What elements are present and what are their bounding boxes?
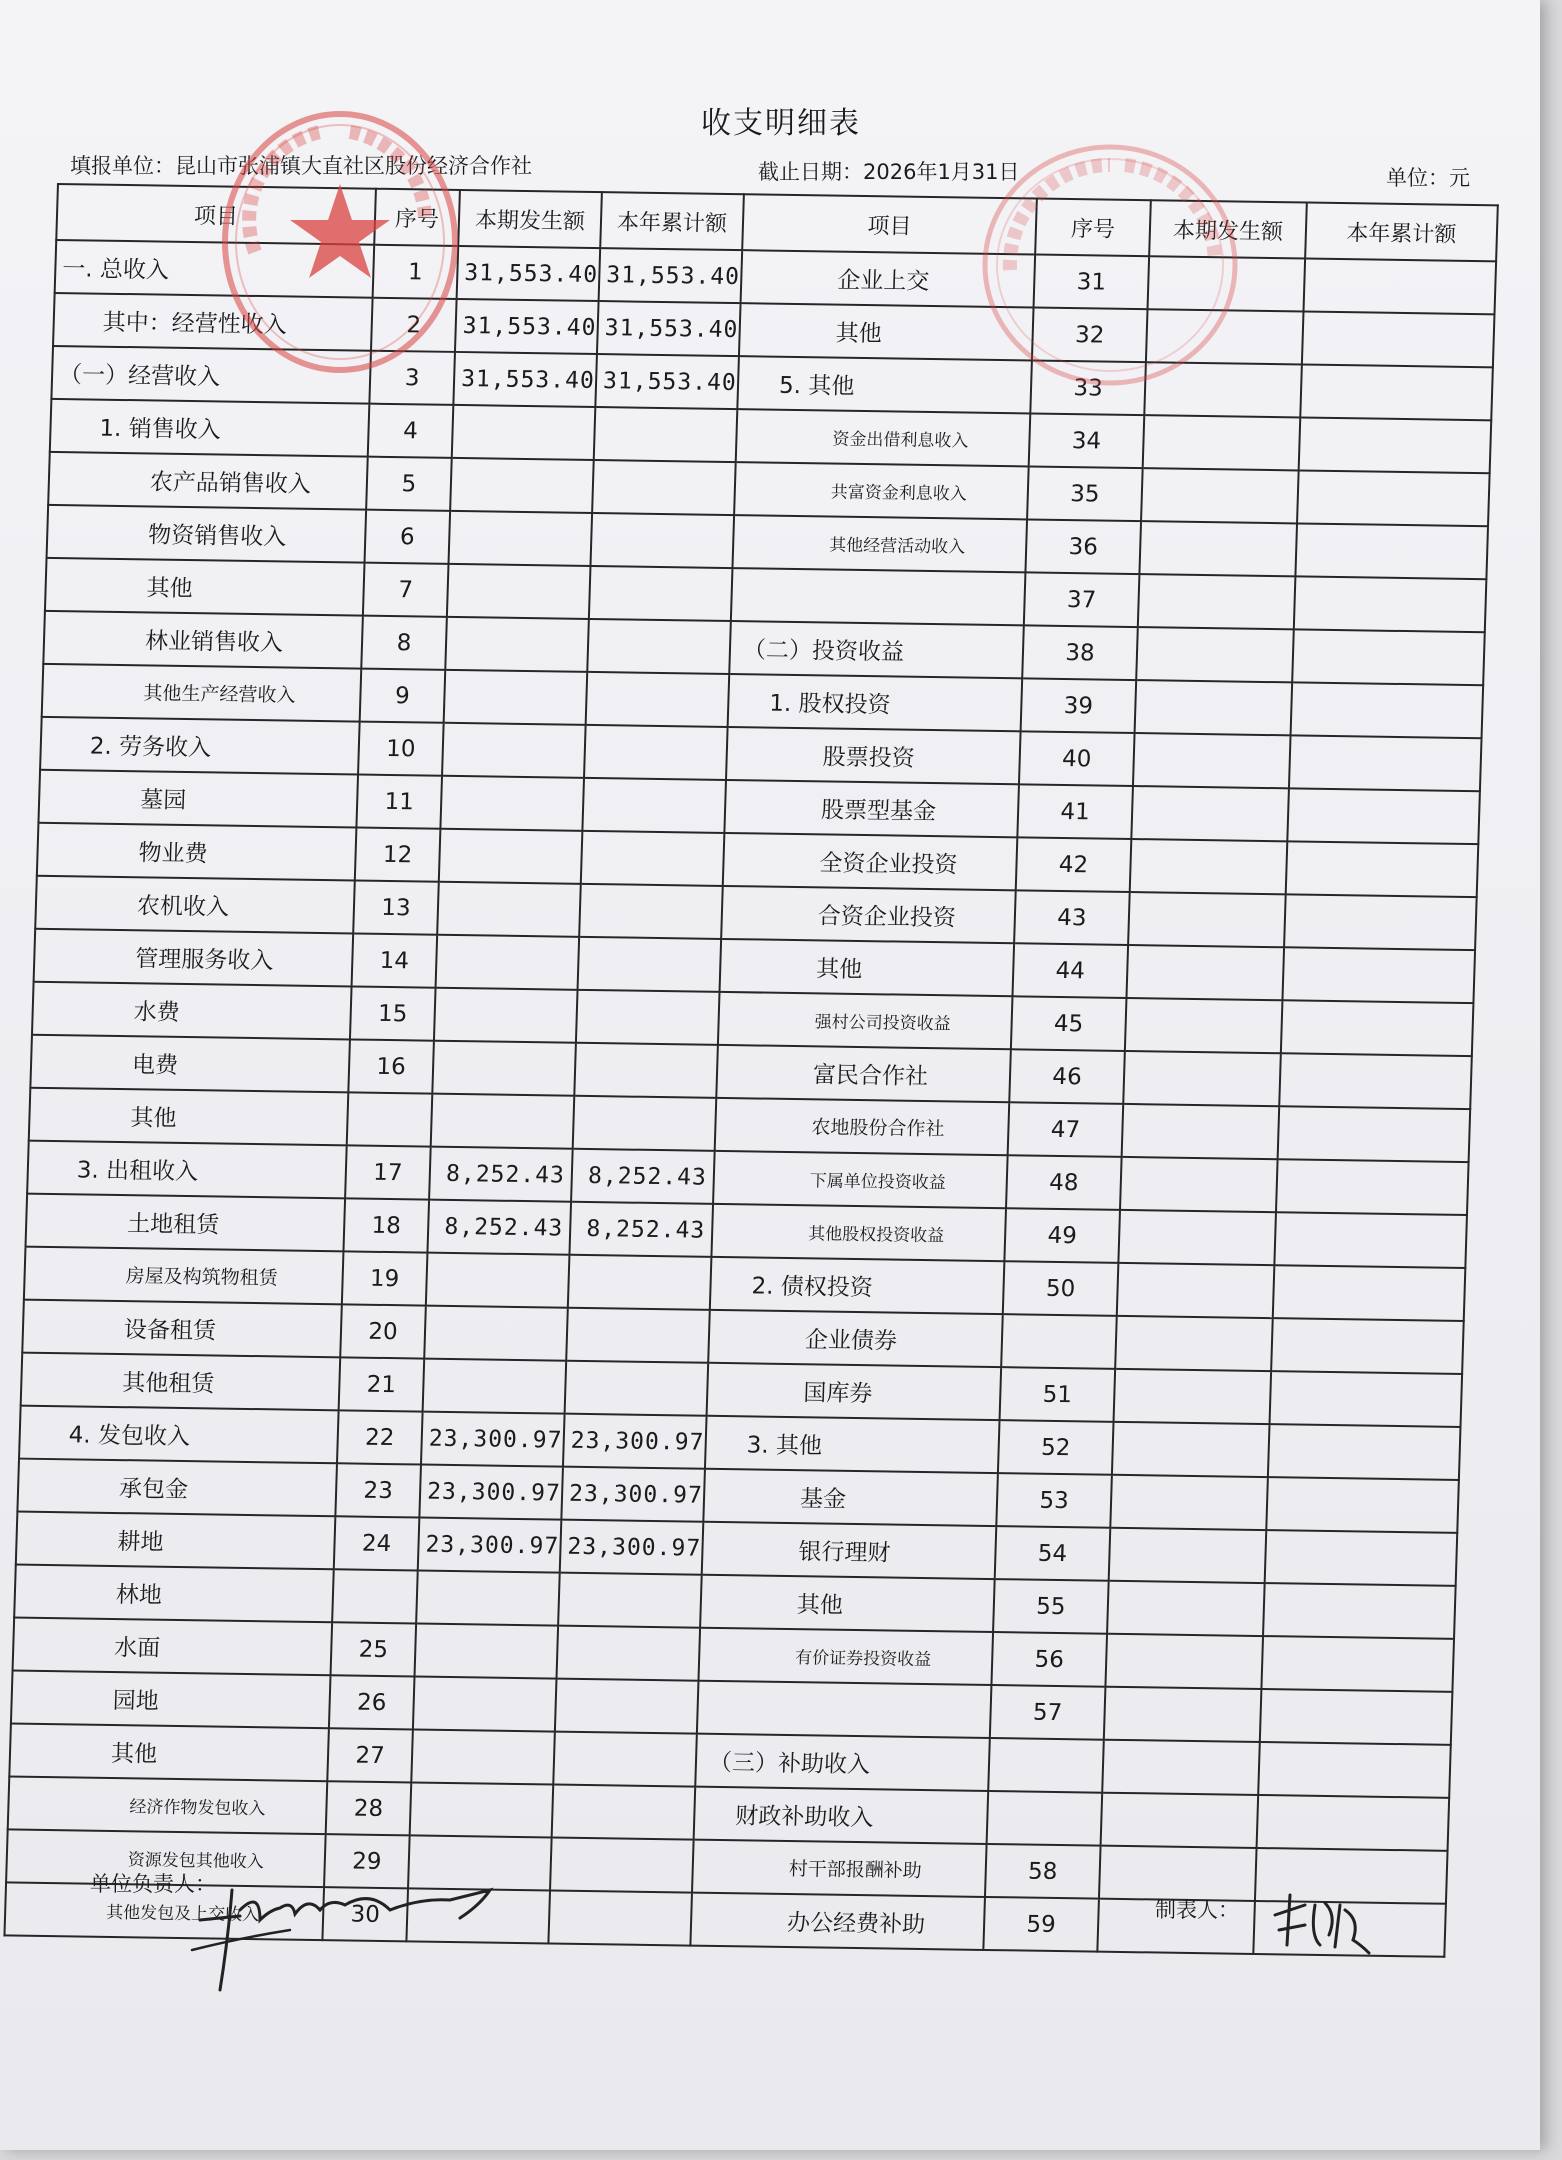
left-no-cell: 10 (358, 722, 444, 776)
left-no-cell: 18 (343, 1198, 429, 1252)
right-item-cell: 富民合作社 (716, 1045, 1011, 1102)
left-no-cell: 3 (369, 351, 455, 405)
left-current-cell (432, 1041, 576, 1096)
right-no-cell: 44 (1012, 943, 1128, 998)
left-current-cell (445, 617, 589, 672)
left-item-cell: 其他 (29, 1088, 349, 1146)
left-ytd-cell (550, 1838, 694, 1893)
right-current-cell (1126, 945, 1284, 1000)
right-item-cell (731, 568, 1026, 625)
right-no-cell (988, 1738, 1104, 1793)
right-current-cell (1114, 1369, 1272, 1424)
cutoff-date: 截止日期：2026年1月31日 (758, 160, 1020, 184)
left-ytd-cell: 8,252.43 (571, 1149, 715, 1204)
right-no-cell: 41 (1017, 784, 1133, 839)
right-current-cell (1123, 1051, 1281, 1106)
left-item-cell: 其他 (45, 558, 365, 616)
left-no-cell: 4 (368, 404, 454, 458)
right-ytd-cell (1276, 1159, 1469, 1215)
left-no-cell: 20 (340, 1304, 426, 1358)
left-current-cell (410, 1782, 554, 1837)
right-item-cell: 1. 股权投资 (728, 674, 1023, 731)
left-current-cell (424, 1306, 568, 1361)
left-item-cell: 其他生产经营收入 (42, 664, 362, 722)
left-current-cell: 23,300.97 (418, 1518, 562, 1573)
right-item-cell (697, 1681, 992, 1738)
right-no-cell: 45 (1011, 996, 1127, 1051)
right-no-cell: 52 (998, 1420, 1114, 1475)
right-item-cell: （三）补助收入 (695, 1734, 990, 1791)
left-current-cell (447, 564, 591, 619)
right-item-cell: 其他 (700, 1575, 995, 1632)
left-ytd-cell (578, 937, 722, 992)
right-no-cell (987, 1791, 1103, 1846)
right-ytd-cell (1260, 1689, 1453, 1745)
right-ytd-cell (1279, 1053, 1472, 1109)
left-current-cell (408, 1835, 552, 1890)
left-ytd-cell (565, 1361, 709, 1416)
right-item-cell: 3. 其他 (705, 1416, 1000, 1473)
left-no-cell: 9 (360, 669, 446, 723)
header-current-left: 本期发生额 (458, 190, 602, 248)
left-ytd-cell (558, 1573, 702, 1628)
right-ytd-cell (1268, 1424, 1461, 1480)
right-current-cell (1148, 256, 1306, 311)
right-item-cell: 其他经营活动收入 (732, 515, 1027, 572)
right-ytd-cell (1281, 1000, 1474, 1056)
right-no-cell: 48 (1006, 1155, 1122, 1210)
left-current-cell (415, 1623, 559, 1678)
right-ytd-cell (1263, 1583, 1456, 1639)
left-no-cell: 23 (335, 1463, 421, 1517)
left-no-cell: 29 (324, 1834, 410, 1888)
left-no-cell: 1 (373, 245, 459, 299)
left-ytd-cell (555, 1679, 699, 1734)
right-no-cell: 51 (1000, 1367, 1116, 1422)
left-item-cell: 其中：经营性收入 (53, 293, 373, 351)
right-ytd-cell (1287, 788, 1480, 844)
left-item-cell: 经济作物发包收入 (8, 1776, 328, 1834)
left-no-cell: 11 (356, 775, 442, 829)
left-current-cell (444, 670, 588, 725)
right-ytd-cell (1295, 523, 1488, 579)
right-no-cell: 33 (1030, 360, 1146, 415)
right-ytd-cell (1291, 682, 1484, 738)
left-current-cell (434, 988, 578, 1043)
right-ytd-cell (1273, 1265, 1466, 1321)
left-current-cell: 23,300.97 (419, 1465, 563, 1520)
right-item-cell: 下属单位投资收益 (713, 1151, 1008, 1208)
right-current-cell (1128, 892, 1286, 947)
right-current-cell (1141, 468, 1299, 523)
left-ytd-cell (568, 1255, 712, 1310)
right-item-cell: 农地股份合作社 (715, 1098, 1010, 1155)
right-ytd-cell (1261, 1636, 1454, 1692)
right-ytd-cell (1257, 1795, 1450, 1851)
left-ytd-cell: 23,300.97 (560, 1520, 704, 1575)
left-item-cell: 物业费 (37, 823, 357, 881)
left-ytd-cell (586, 672, 730, 727)
left-ytd-cell: 31,553.40 (597, 301, 741, 356)
right-current-cell (1117, 1263, 1275, 1318)
left-item-cell: 物资销售收入 (47, 505, 367, 563)
left-ytd-cell: 23,300.97 (563, 1414, 707, 1469)
right-current-cell (1118, 1210, 1276, 1265)
left-item-cell: 农机收入 (35, 876, 355, 934)
right-ytd-cell (1265, 1530, 1458, 1586)
left-item-cell: 土地租赁 (26, 1194, 346, 1252)
right-current-cell (1112, 1422, 1270, 1477)
left-current-cell: 8,252.43 (427, 1200, 571, 1255)
right-no-cell: 53 (996, 1473, 1112, 1528)
right-item-cell: 强村公司投资收益 (718, 992, 1013, 1049)
left-item-cell: 其他发包及上交收入 (4, 1882, 324, 1940)
right-ytd-cell (1304, 259, 1497, 315)
left-ytd-cell: 31,553.40 (599, 248, 743, 303)
right-item-cell: （二）投资收益 (729, 621, 1024, 678)
right-current-cell (1120, 1157, 1278, 1212)
left-item-cell: 农产品销售收入 (48, 452, 368, 510)
left-no-cell: 7 (363, 563, 449, 617)
left-current-cell (406, 1888, 550, 1943)
right-ytd-cell (1297, 470, 1490, 526)
right-ytd-cell (1266, 1477, 1459, 1533)
left-item-cell: 4. 发包收入 (19, 1406, 339, 1464)
right-ytd-cell (1294, 576, 1487, 632)
left-current-cell (426, 1253, 570, 1308)
right-no-cell: 56 (991, 1632, 1107, 1687)
left-ytd-cell (553, 1732, 697, 1787)
right-current-cell (1146, 309, 1304, 364)
right-no-cell: 38 (1022, 625, 1138, 680)
left-item-cell: 设备租赁 (22, 1300, 342, 1358)
right-no-cell: 57 (990, 1685, 1106, 1740)
left-ytd-cell: 23,300.97 (561, 1467, 705, 1522)
currency-unit: 单位：元 (1386, 166, 1470, 190)
right-no-cell: 58 (985, 1844, 1101, 1899)
left-item-cell: 园地 (11, 1671, 331, 1729)
right-item-cell: 有价证券投资收益 (698, 1628, 993, 1685)
left-item-cell: 一. 总收入 (55, 240, 375, 298)
left-item-cell: 其他 (9, 1723, 329, 1781)
right-no-cell: 34 (1029, 413, 1145, 468)
right-no-cell: 35 (1027, 466, 1143, 521)
reporting-unit: 填报单位：昆山市张浦镇大直社区股份经济合作社 (70, 154, 532, 178)
left-item-cell: 水面 (13, 1618, 333, 1676)
left-current-cell: 31,553.40 (453, 352, 597, 407)
left-current-cell: 31,553.40 (457, 246, 601, 301)
right-no-cell (1001, 1314, 1117, 1369)
right-item-cell: 银行理财 (702, 1522, 997, 1579)
left-no-cell: 21 (339, 1357, 425, 1411)
left-ytd-cell (594, 407, 738, 462)
header-no-right: 序号 (1035, 199, 1151, 257)
right-no-cell: 39 (1021, 678, 1137, 733)
left-ytd-cell (566, 1308, 710, 1363)
left-ytd-cell (582, 778, 726, 833)
right-no-cell: 31 (1034, 255, 1150, 310)
left-current-cell (437, 882, 581, 937)
right-current-cell (1105, 1634, 1263, 1689)
right-no-cell: 43 (1014, 890, 1130, 945)
left-no-cell: 26 (329, 1675, 415, 1729)
right-current-cell (1104, 1687, 1262, 1742)
right-current-cell (1122, 1104, 1280, 1159)
right-item-cell: 共富资金利息收入 (734, 462, 1029, 519)
right-no-cell: 40 (1019, 731, 1135, 786)
right-item-cell: 股票投资 (726, 727, 1021, 784)
right-ytd-cell (1271, 1318, 1464, 1374)
right-current-cell (1131, 786, 1289, 841)
left-no-cell: 22 (337, 1410, 423, 1464)
left-item-cell: 2. 劳务收入 (40, 717, 360, 775)
left-ytd-cell: 31,553.40 (595, 354, 739, 409)
header-ytd-right: 本年累计额 (1305, 203, 1498, 262)
left-ytd-cell (587, 619, 731, 674)
right-no-cell: 37 (1024, 572, 1140, 627)
left-no-cell: 24 (334, 1516, 420, 1570)
right-item-cell: 2. 债权投资 (710, 1257, 1005, 1314)
left-no-cell: 12 (355, 828, 441, 882)
left-current-cell: 31,553.40 (455, 299, 599, 354)
left-current-cell (416, 1571, 560, 1626)
left-ytd-cell (579, 884, 723, 939)
ledger-table (3, 183, 1498, 1958)
right-item-cell: 企业债券 (708, 1310, 1003, 1367)
right-ytd-cell (1292, 629, 1485, 685)
right-no-cell: 54 (995, 1526, 1111, 1581)
left-current-cell (423, 1359, 567, 1414)
right-no-cell: 59 (983, 1897, 1099, 1952)
right-ytd-cell (1274, 1212, 1467, 1268)
left-current-cell (449, 511, 593, 566)
right-current-cell (1102, 1740, 1260, 1795)
left-no-cell: 27 (327, 1728, 413, 1782)
left-current-cell (411, 1729, 555, 1784)
left-current-cell (450, 458, 594, 513)
right-item-cell: 企业上交 (741, 250, 1036, 307)
header-item-left: 项目 (56, 184, 376, 245)
right-ytd-cell (1253, 1901, 1446, 1957)
left-no-cell: 17 (345, 1145, 431, 1199)
right-current-cell (1099, 1846, 1257, 1901)
right-current-cell (1101, 1793, 1259, 1848)
right-item-cell: 全资企业投资 (723, 833, 1018, 890)
left-item-cell: 3. 出租收入 (27, 1141, 347, 1199)
right-item-cell: 基金 (703, 1469, 998, 1526)
left-item-cell: 林地 (14, 1565, 334, 1623)
right-no-cell: 32 (1032, 308, 1148, 363)
left-ytd-cell (584, 725, 728, 780)
ledger-body (4, 240, 1496, 1957)
right-ytd-cell (1270, 1371, 1463, 1427)
left-item-cell: 房屋及构筑物租赁 (24, 1247, 344, 1305)
left-current-cell (442, 723, 586, 778)
right-current-cell (1110, 1475, 1268, 1530)
left-ytd-cell (576, 990, 720, 1045)
right-current-cell (1138, 574, 1296, 629)
right-current-cell (1125, 998, 1283, 1053)
right-ytd-cell (1284, 894, 1477, 950)
right-item-cell: 国库券 (707, 1363, 1002, 1420)
header-item-right: 项目 (742, 194, 1037, 254)
right-ytd-cell (1278, 1106, 1471, 1162)
left-ytd-cell (556, 1626, 700, 1681)
right-ytd-cell (1289, 735, 1482, 791)
left-ytd-cell: 8,252.43 (569, 1202, 713, 1257)
left-no-cell: 19 (342, 1251, 428, 1305)
left-current-cell (452, 405, 596, 460)
left-no-cell: 14 (352, 933, 438, 987)
left-no-cell: 16 (348, 1039, 434, 1093)
right-no-cell: 46 (1009, 1049, 1125, 1104)
right-item-cell: 村干部报酬补助 (692, 1840, 987, 1897)
right-no-cell: 50 (1003, 1261, 1119, 1316)
left-ytd-cell (548, 1891, 692, 1946)
right-current-cell (1130, 839, 1288, 894)
right-current-cell (1107, 1581, 1265, 1636)
left-item-cell: 管理服务收入 (34, 929, 354, 987)
right-current-cell (1143, 415, 1301, 470)
right-item-cell: 办公经费补助 (690, 1893, 985, 1950)
left-item-cell: （一）经营收入 (51, 346, 371, 404)
left-item-cell: 水费 (32, 982, 352, 1040)
left-item-cell: 电费 (30, 1035, 350, 1093)
right-current-cell (1109, 1528, 1267, 1583)
right-no-cell: 47 (1008, 1102, 1124, 1157)
left-ytd-cell (592, 460, 736, 515)
left-current-cell (440, 776, 584, 831)
left-no-cell: 6 (365, 510, 451, 564)
header-current-right: 本期发生额 (1149, 200, 1307, 258)
left-item-cell: 承包金 (17, 1459, 337, 1517)
right-item-cell: 5. 其他 (737, 356, 1032, 413)
header-ytd-left: 本年累计额 (600, 192, 744, 250)
right-ytd-cell (1258, 1742, 1451, 1798)
left-ytd-cell (573, 1096, 717, 1151)
right-ytd-cell (1282, 947, 1475, 1003)
right-no-cell: 49 (1004, 1208, 1120, 1263)
right-no-cell: 55 (993, 1579, 1109, 1634)
right-ytd-cell (1255, 1848, 1448, 1904)
left-no-cell: 5 (366, 457, 452, 511)
left-item-cell: 墓园 (38, 770, 358, 828)
left-item-cell: 耕地 (16, 1512, 336, 1570)
left-no-cell: 15 (350, 986, 436, 1040)
left-no-cell (332, 1569, 418, 1623)
left-ytd-cell (589, 566, 733, 621)
right-current-cell (1115, 1316, 1273, 1371)
left-ytd-cell (552, 1785, 696, 1840)
preparer-label: 制表人： (1155, 1898, 1239, 1922)
right-current-cell (1136, 627, 1294, 682)
left-no-cell: 25 (331, 1622, 417, 1676)
document-title: 收支明细表 (701, 106, 861, 141)
right-item-cell: 财政补助收入 (694, 1787, 989, 1844)
right-ytd-cell (1299, 417, 1492, 473)
left-ytd-cell (574, 1043, 718, 1098)
right-no-cell: 42 (1016, 837, 1132, 892)
right-no-cell: 36 (1025, 519, 1141, 574)
left-item-cell: 1. 销售收入 (50, 399, 370, 457)
right-item-cell: 合资企业投资 (721, 886, 1016, 943)
left-no-cell: 2 (371, 298, 457, 352)
right-item-cell: 资金出借利息收入 (736, 409, 1031, 466)
right-ytd-cell (1286, 841, 1479, 897)
left-no-cell: 8 (361, 616, 447, 670)
left-ytd-cell (581, 831, 725, 886)
left-current-cell (436, 935, 580, 990)
left-ytd-cell (590, 513, 734, 568)
left-no-cell: 30 (322, 1887, 408, 1941)
right-current-cell (1135, 680, 1293, 735)
leader-label: 单位负责人： (90, 1872, 216, 1896)
left-current-cell (439, 829, 583, 884)
right-current-cell (1144, 362, 1302, 417)
right-item-cell: 其他股权投资收益 (711, 1204, 1006, 1261)
right-item-cell: 其他 (720, 939, 1015, 996)
left-current-cell: 8,252.43 (429, 1147, 573, 1202)
left-current-cell (413, 1676, 557, 1731)
right-ytd-cell (1302, 312, 1495, 368)
left-current-cell (431, 1094, 575, 1149)
left-item-cell: 资源发包其他收入 (6, 1829, 326, 1887)
left-no-cell (347, 1092, 433, 1146)
left-no-cell: 13 (353, 880, 439, 934)
right-ytd-cell (1300, 364, 1493, 420)
left-current-cell: 23,300.97 (421, 1412, 565, 1467)
right-item-cell: 股票型基金 (724, 780, 1019, 837)
left-item-cell: 其他租赁 (21, 1353, 341, 1411)
left-item-cell: 林业销售收入 (43, 611, 363, 669)
right-item-cell: 其他 (739, 303, 1034, 360)
header-no-left: 序号 (374, 189, 460, 246)
right-current-cell (1133, 733, 1291, 788)
left-no-cell: 28 (326, 1781, 412, 1835)
right-current-cell (1139, 521, 1297, 576)
